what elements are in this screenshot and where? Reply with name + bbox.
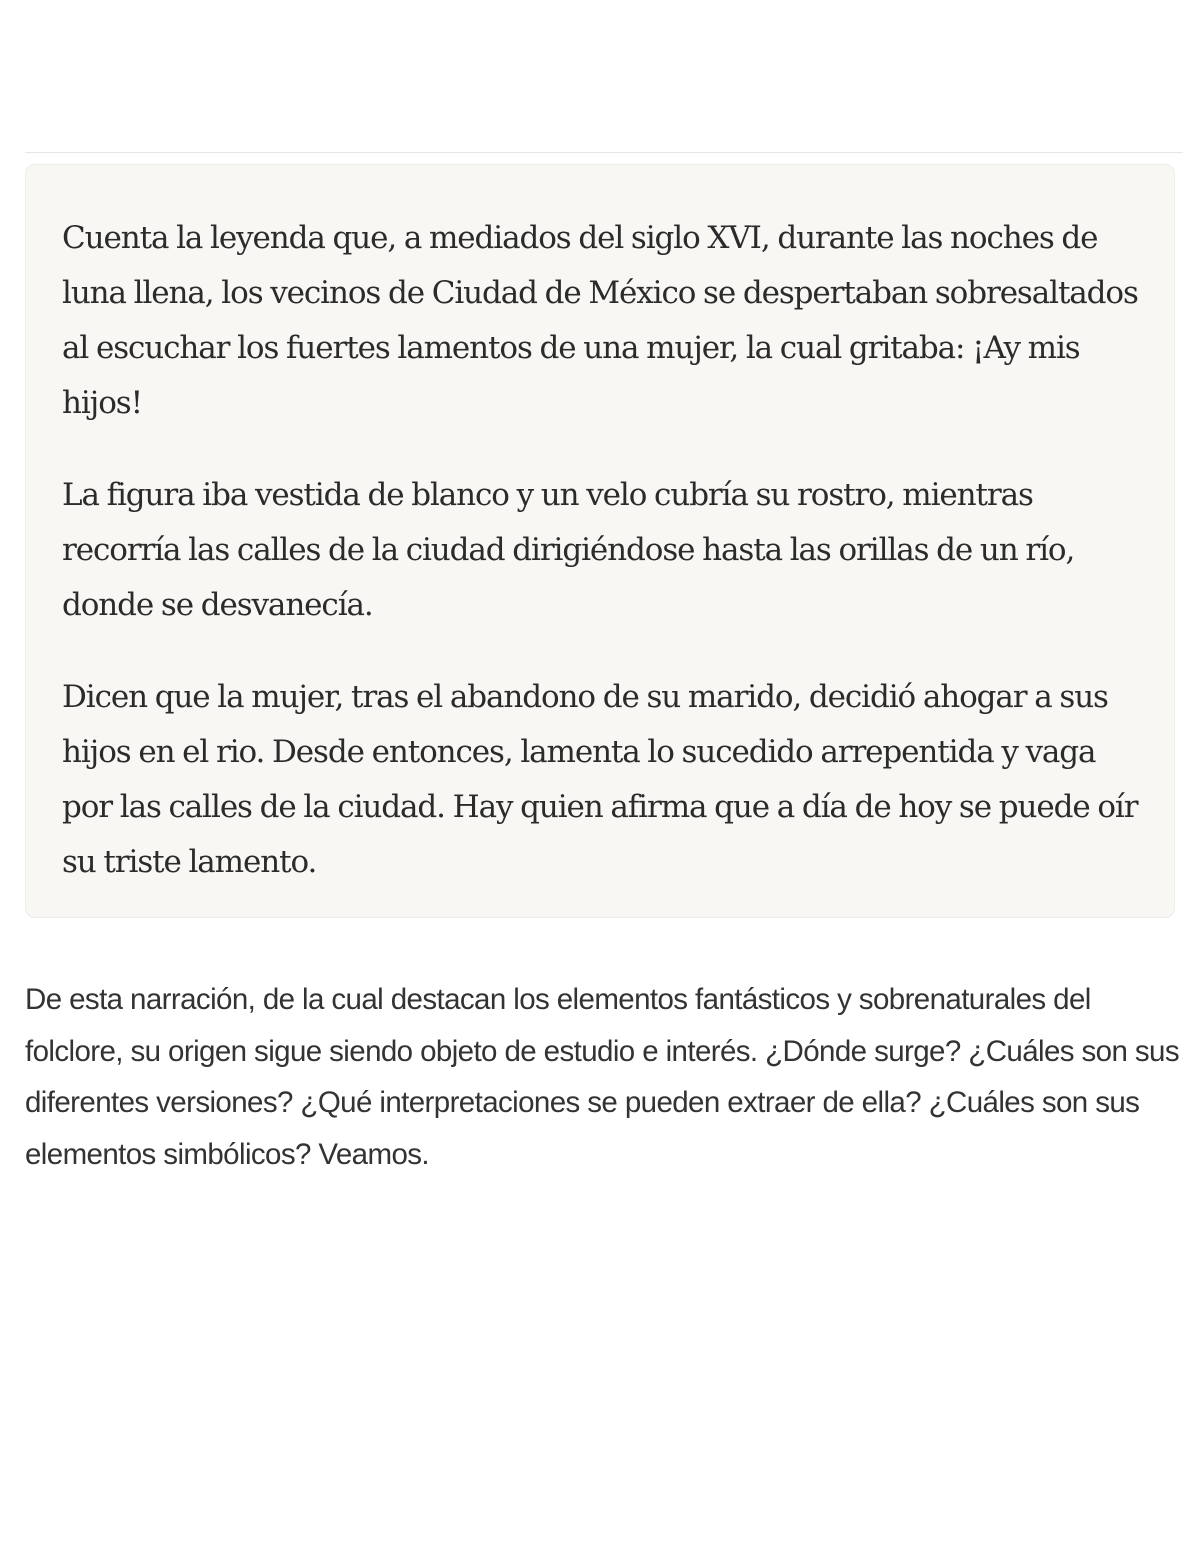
section-divider — [25, 152, 1183, 153]
legend-quote-box — [25, 164, 1175, 918]
legend-paragraph-1: Cuenta la leyenda que, a mediados del siglo XVI, durante las noches de luna llena, los vecinos de Ciudad de México se despertaban sobresaltados al escuchar los fuertes lamentos de una mujer, la cual gritaba: ¡Ay mis hijos! — [62, 220, 1138, 421]
commentary-paragraph: De esta narración, de la cual destacan los elementos fantásticos y sobrenaturales del folclore, su origen sigue siendo objeto de estudio e interés. ¿Dónde surge? ¿Cuáles son sus diferentes versiones? ¿Qué interpretaciones se pueden extraer de ella? ¿Cuáles son sus elementos simbólicos? Veamos. — [25, 983, 1179, 1171]
legend-paragraph-2: La figura iba vestida de blanco y un velo cubría su rostro, mientras recorría las calles de la ciudad dirigiéndose hasta las orillas de un río, donde se desvanecía. — [62, 477, 1075, 623]
legend-paragraph-3: Dicen que la mujer, tras el abandono de su marido, decidió ahogar a sus hijos en el rio. Desde entonces, lamenta lo sucedido arrepentida y vaga por las calles de la ciudad. Hay quien afirma que a día de hoy se puede oír su triste lamento. — [62, 679, 1138, 880]
